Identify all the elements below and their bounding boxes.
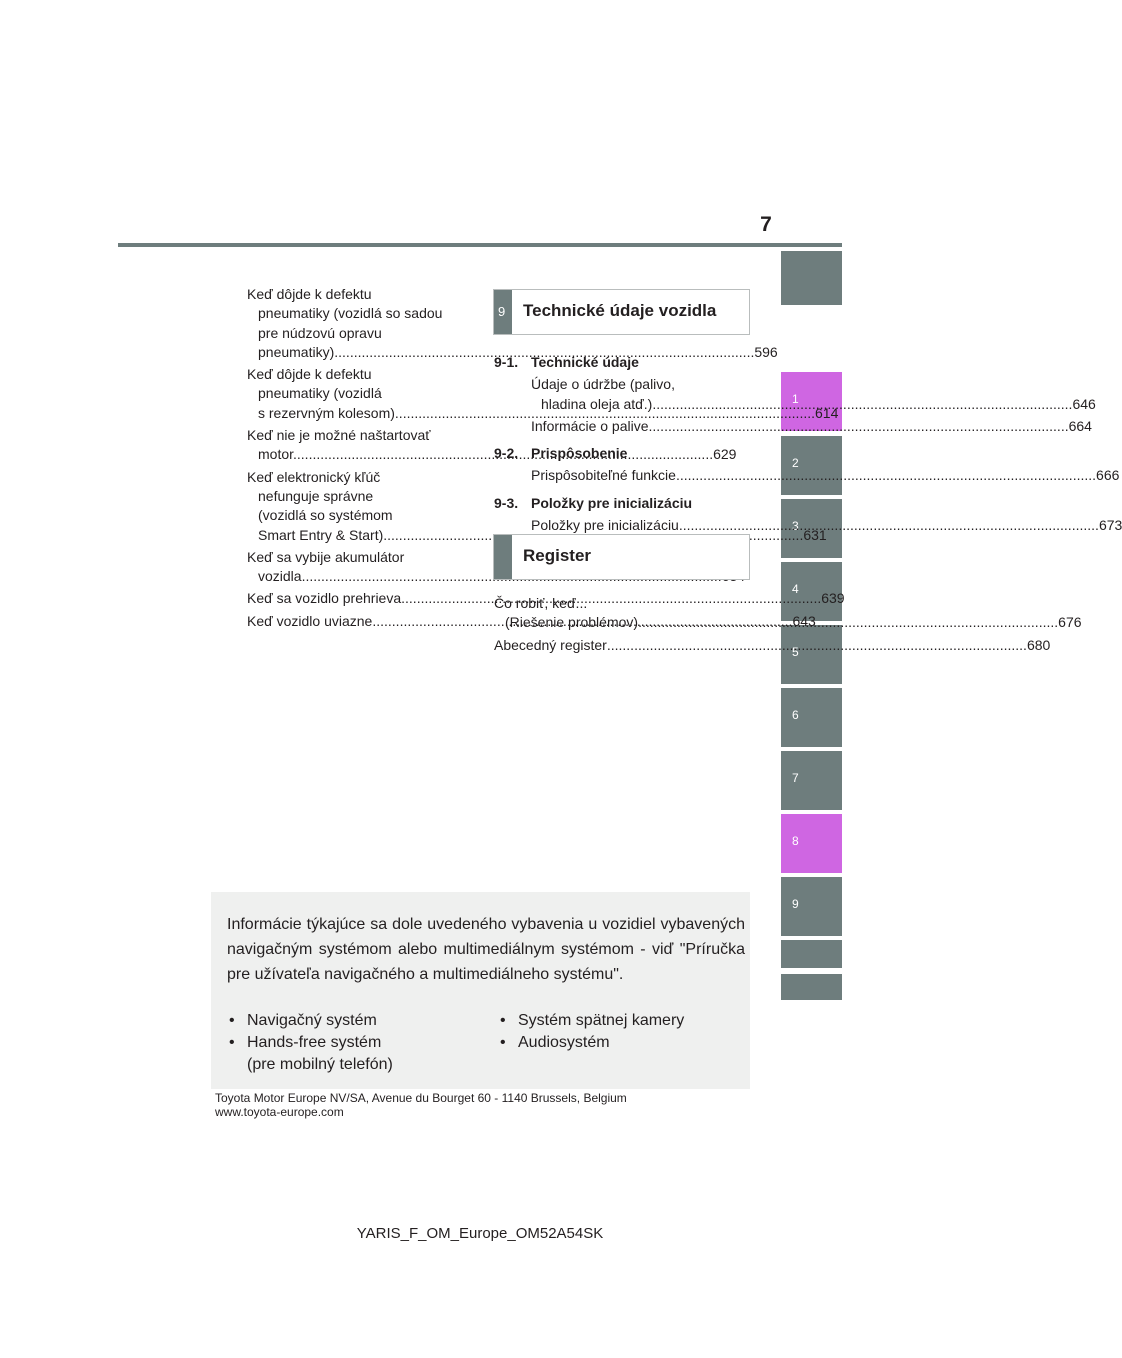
- bullet-item: [227, 1032, 393, 1076]
- info-text: Informácie týkajúce sa dole uvedeného vybavenia u vozidiel vybavených navigačným systémom alebo multimediálnym systémom - viď "Príručka pre užívateľa navigačného a multimediálneho systému".: [227, 916, 745, 983]
- chapter-tab: [781, 814, 842, 873]
- bullet-dot-icon: •: [229, 1034, 235, 1051]
- section-9-header: [493, 289, 750, 335]
- bullet-text: Navigačný systém: [247, 1012, 377, 1029]
- page-ref: 676: [1058, 614, 1082, 631]
- toc-entry-text: s rezervným kolesom): [258, 404, 395, 421]
- subsection-heading: [494, 353, 741, 372]
- chapter-tab-label: 2: [792, 456, 799, 470]
- chapter-tab-label: 9: [792, 897, 799, 911]
- chapter-tab-label: 1: [792, 392, 799, 406]
- toc-entry-text: (Riešenie problémov): [505, 614, 639, 631]
- section-title: Technické údaje vozidla: [523, 301, 717, 320]
- toc-entry-text: Informácie o palive: [531, 417, 649, 434]
- toc-entry-text: Keď elektronický kľúč: [247, 468, 381, 485]
- toc-entry-text: Položky pre inicializáciu: [531, 517, 679, 534]
- bullet-list-right: [498, 1010, 684, 1054]
- toc-entry: [531, 466, 1120, 485]
- dot-leader: [638, 614, 1058, 630]
- toc-entry-text: pneumatiky (vozidlá so sadou: [258, 305, 443, 322]
- toc-entry-text: nefunguje správne: [258, 487, 374, 504]
- publisher-address: [215, 1091, 627, 1119]
- subsection-heading: [494, 494, 741, 513]
- toc-entry-text: Keď dôjde k defektu: [247, 366, 372, 383]
- page-ref: 629: [713, 446, 737, 463]
- toc-entry-row: [247, 567, 459, 586]
- toc-entry-row: [247, 404, 839, 423]
- toc-entry-text: hladina oleja atď.): [541, 395, 653, 412]
- register-header: [493, 534, 750, 580]
- toc-entry-text: Keď sa vybije akumulátor: [247, 548, 405, 565]
- subsection-title: Položky pre inicializáciu: [531, 494, 693, 511]
- toc-entry-text: Keď nie je možné naštartovať: [247, 427, 431, 444]
- dot-leader: [676, 466, 1096, 485]
- chapter-tab-label: 6: [792, 708, 799, 722]
- chapter-tab-label: 8: [792, 834, 799, 848]
- subsection-code: 9-2.: [494, 445, 519, 462]
- section-number: 9: [498, 304, 506, 319]
- page-ref: 673: [1098, 517, 1122, 534]
- page-ref: 614: [815, 404, 839, 421]
- header-rule: [118, 243, 842, 247]
- toc-entry-text: pneumatiky): [258, 343, 335, 360]
- page-ref: 664: [1068, 417, 1092, 434]
- toc-entry-text: Keď sa vozidlo prehrieva: [247, 590, 402, 607]
- toc-entry-text: Keď vozidlo uviazne: [247, 612, 373, 629]
- subsection-heading: [494, 444, 741, 463]
- bullet-dot-icon: •: [500, 1034, 506, 1051]
- dot-leader: [679, 516, 1099, 535]
- bullet-text: Systém spätnej kamery: [518, 1012, 685, 1029]
- spacer: [494, 489, 741, 492]
- page-ref: 680: [1026, 636, 1051, 653]
- subsection-code: 9-1.: [494, 354, 519, 370]
- page-ref: 643: [792, 612, 816, 629]
- toc-entry: [247, 548, 459, 587]
- bullet-item: [227, 1010, 393, 1032]
- chapter-tab: [781, 974, 842, 1000]
- bullet-item: [498, 1010, 684, 1032]
- chapter-tab: [781, 751, 842, 810]
- toc-entry-row: [247, 526, 827, 545]
- page-ref: 646: [1072, 395, 1096, 412]
- subsection-title: Technické údaje: [531, 354, 639, 370]
- chapter-tab: [781, 688, 842, 747]
- chapter-tab-label: 3: [792, 519, 799, 533]
- chapter-tab-label: 5: [792, 645, 799, 659]
- toc-entry: [531, 417, 1092, 436]
- bullet-dot-icon: •: [500, 1012, 506, 1029]
- toc-entry-row: [494, 636, 1051, 655]
- bullet-dot-icon: •: [229, 1012, 235, 1029]
- toc-entry-text: vozidla: [258, 568, 302, 585]
- dot-leader: [652, 396, 1072, 412]
- chapter-tab-label: 7: [792, 771, 799, 785]
- toc-entry-text: (vozidlá so systémom: [258, 507, 393, 524]
- page-ref: 666: [1096, 467, 1120, 484]
- info-box: [211, 892, 750, 1089]
- document-code: YARIS_F_OM_Europe_OM52A54SK: [356, 1225, 604, 1242]
- section-number-band: [494, 290, 512, 334]
- page-ref: 596: [754, 343, 778, 360]
- bullet-text: Audiosystém: [518, 1034, 610, 1051]
- subsection-items: [531, 466, 1120, 485]
- register-title: Register: [523, 546, 592, 565]
- toc-entry-text: Údaje o údržbe (palivo,: [531, 376, 675, 393]
- subsection-title: Prispôsobenie: [531, 445, 628, 462]
- page-ref: 631: [803, 526, 827, 543]
- toc-entry-text: Keď dôjde k defektu: [247, 286, 372, 302]
- toc-entry-text: pneumatiky (vozidlá: [258, 385, 382, 402]
- address-line: Toyota Motor Europe NV/SA, Avenue du Bourget 60 - 1140 Brussels, Belgium: [215, 1091, 627, 1105]
- subsection-code: 9-3.: [494, 494, 519, 511]
- chapter-tab: [781, 940, 842, 968]
- chapter-tab-label: 4: [792, 582, 799, 596]
- dot-leader: [649, 417, 1069, 436]
- toc-entry-text: Abecedný register: [494, 636, 607, 653]
- spacer: [494, 439, 741, 442]
- toc-entry-row: [531, 466, 1120, 485]
- toc-entry-row: [531, 417, 1092, 436]
- register-band: [494, 535, 512, 579]
- toc-entry: [494, 636, 1051, 655]
- bullet-text: Hands-free systém (pre mobilný telefón): [247, 1034, 393, 1073]
- dot-leader: [607, 636, 1027, 655]
- toc-entry-text: Smart Entry & Start): [258, 526, 384, 543]
- chapter-tab: [781, 877, 842, 936]
- toc-entry-text: Čo robiť, keď...: [494, 595, 588, 611]
- bullet-item: [498, 1032, 684, 1054]
- website-line: www.toyota-europe.com: [215, 1105, 344, 1119]
- toc-entry-text: motor: [258, 446, 294, 463]
- toc-entry-text: Prispôsobiteľné funkcie: [531, 467, 676, 484]
- toc-entry-text: pre núdzovú opravu: [258, 324, 382, 341]
- chapter-tab: [781, 251, 842, 305]
- page-number: 7: [760, 213, 772, 236]
- page-ref: 639: [821, 590, 845, 607]
- bullet-list-left: [227, 1010, 393, 1076]
